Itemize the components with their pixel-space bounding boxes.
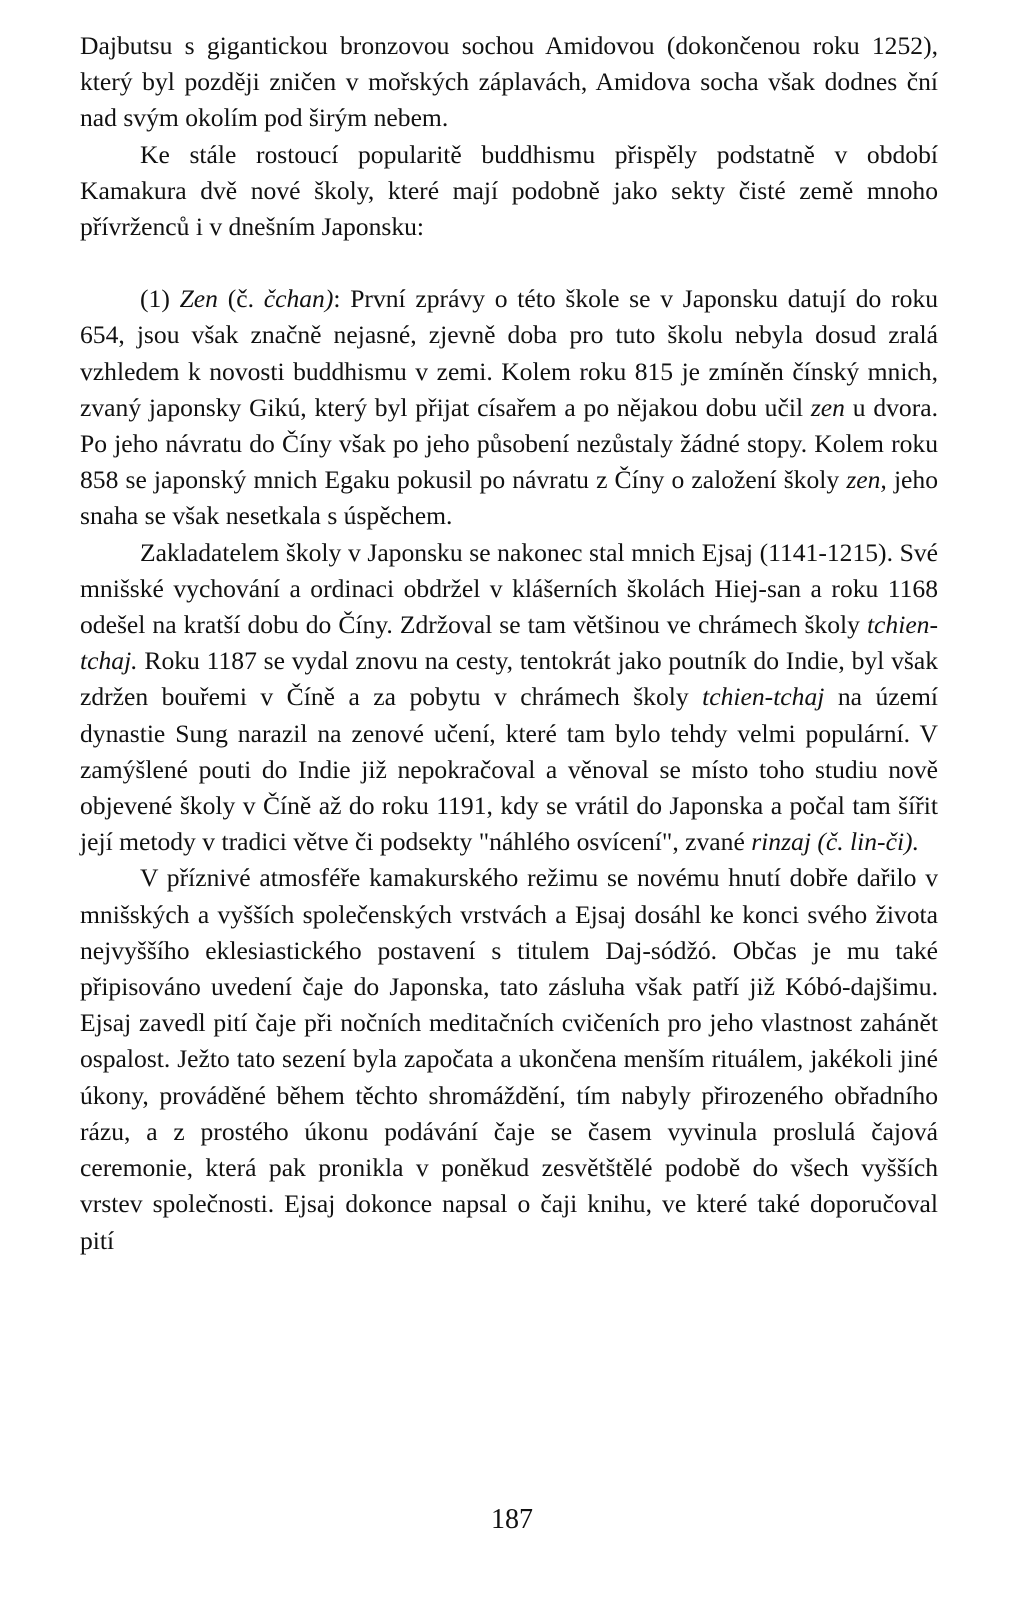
paragraph-3-term2: zen (810, 392, 845, 422)
paragraph-5 (80, 860, 938, 1258)
page-body (80, 28, 938, 1259)
paragraph-3-text2: u dvora. Po jeho návratu do Číny však po jeho působení nezůstaly žádné stopy. Kolem roku 858 se japonský mnich Egaku pokusil po návratu z Číny o založení školy (80, 392, 938, 495)
paragraph-3-term-cn: čchan) (263, 284, 334, 314)
paragraph-3-term: Zen (179, 284, 218, 314)
paragraph-4-text2: Roku 1187 se vydal znovu na cesty, tentokrát jako poutník do Indie, byl však zdržen bouřemi v Číně a za pobytu v chrámech školy (80, 646, 938, 712)
paragraph-5-text: V příznivé atmosféře kamakurského režimu se novému hnutí dobře dařilo v mnišských a vyšších společenských vrstvách a Ejsaj dosáhl ke konci svého života nejvyššího eklesiastického postavení s titulem Daj-sódžó. Občas je mu také připisováno uvedení čaje do Japonska, tato zásluha však patří již Kóbó-dajšimu. Ejsaj zavedl pití čaje při nočních meditačních cvičeních pro jeho vlastnost zahánět ospalost. Ježto tato sezení byla započata a ukončena menším rituálem, jakékoli jiné úkony, prováděné během těchto shromáždění, tím nabyly přirozeného obřadního rázu, a z prostého úkonu podávání čaje se časem vyvinula proslulá čajová ceremonie, která pak pronikla v poněkud zesvětštělé podobě do všech vyšších vrstev společnosti. Ejsaj dokonce napsal o čaji knihu, ve které také doporučoval pití (80, 863, 938, 1255)
paragraph-3 (80, 281, 938, 534)
paragraph-2 (80, 137, 938, 246)
paragraph-2-text: Ke stále rostoucí popularitě buddhismu přispěly podstatně v období Kamakura dvě nové školy, které mají podobně jako sekty čisté země mnoho přívrženců i v dnešním Japonsku: (80, 139, 938, 242)
paragraph-1-text: Dajbutsu s gigantickou bronzovou sochou Amidovou (dokončenou roku 1252), který byl později zničen v mořských záplavách, Amidova socha však dodnes ční nad svým okolím pod širým nebem. (80, 31, 938, 133)
paragraph-4-text3: na území dynastie Sung narazil na zenové učení, které tam bylo tehdy velmi populární. V zamýšlené pouti do Indie již nepokračoval a věnoval se místo toho studiu nově objevené školy v Číně až do roku 1191, kdy se vrátil do Japonska a počal tam šířit její metody v tradici větve či podsekty "náhlého osvícení", zvané (80, 682, 938, 857)
page-number: 187 (491, 1504, 533, 1535)
paragraph-4-term4: (č. lin-či). (817, 827, 919, 857)
paragraph-4-term2: tchien-tchaj (702, 682, 825, 712)
paragraph-3-term3: zen, (846, 465, 887, 495)
paragraph-4-text: Zakladatelem školy v Japonsku se nakonec stal mnich Ejsaj (1141-1215). Své mnišské vychování a ordinaci obdržel v klášerních školách Hiej-san a roku 1168 odešel na kratší dobu do Číny. Zdržoval se tam většinou ve chrámech školy (80, 537, 938, 640)
paragraph-4 (80, 535, 938, 861)
paragraph-4-term: tchien-tchaj. (80, 610, 938, 676)
paragraph-3-text: : První zprávy o této škole se v Japonsku datují do roku 654, jsou však značně nejasné, zjevně doba pro tuto školu nebyla dosud zralá vzhledem k novosti buddhismu v zemi. Kolem roku 815 je zmíněn čínský mnich, zvaný japonsky Gikú, který byl přijat císařem a po nějakou dobu učil (80, 284, 938, 422)
paragraph-3-text3: jeho snaha se však nesetkala s úspěchem. (80, 465, 939, 531)
paragraph-1 (80, 28, 938, 137)
paragraph-4-term3: rinzaj (751, 827, 811, 857)
paragraph-3-prefix: (1) (140, 284, 180, 314)
paragraph-3-paren: (č. (217, 284, 264, 314)
